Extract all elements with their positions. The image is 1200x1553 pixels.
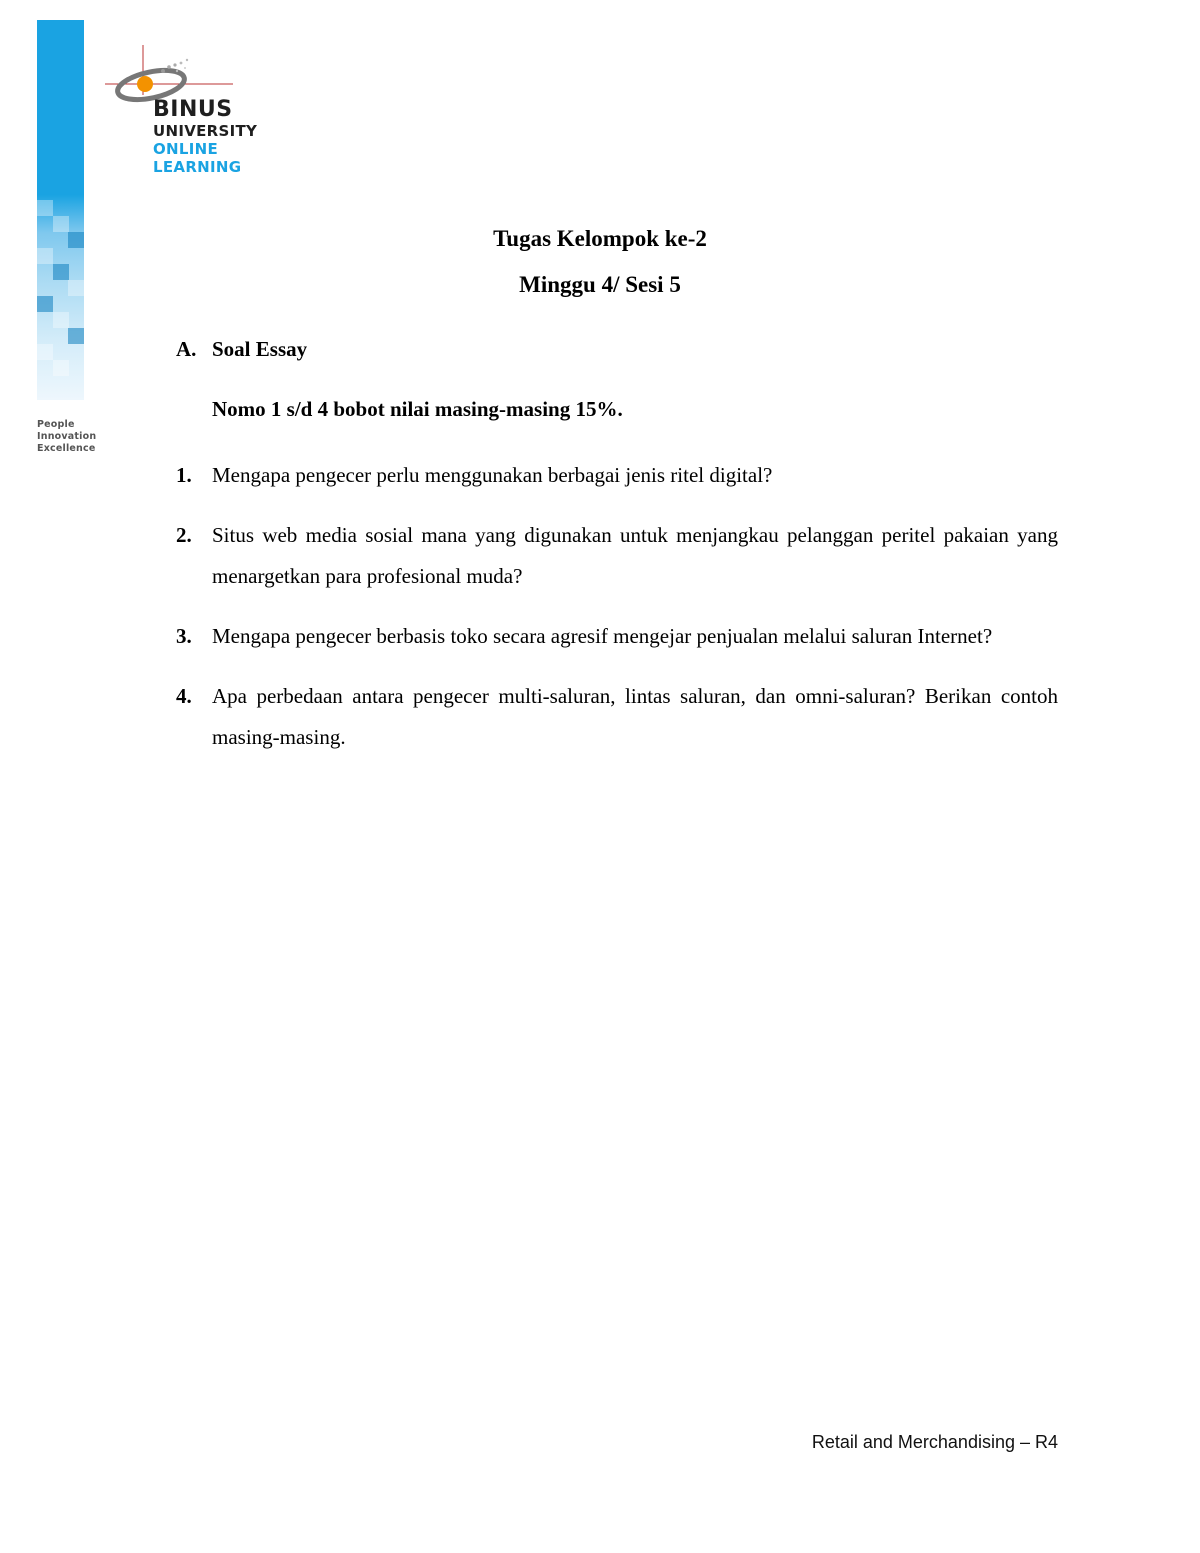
page-title: Tugas Kelompok ke-2 xyxy=(493,226,707,251)
question-text: Mengapa pengecer perlu menggunakan berbagai jenis ritel digital? xyxy=(212,463,773,487)
question-number: 4. xyxy=(176,684,192,708)
question-number: 1. xyxy=(176,463,192,487)
question-text: Apa perbedaan antara pengecer multi-saluran, lintas saluran, dan omni-saluran? Berikan contoh masing-masing. xyxy=(212,684,1058,749)
question-item xyxy=(176,676,1058,758)
logo-university: UNIVERSITY xyxy=(153,122,258,140)
page-footer: Retail and Merchandising – R4 xyxy=(811,1432,1058,1452)
section-heading xyxy=(176,337,307,362)
logo-wordmark xyxy=(153,98,257,176)
logo-online: ONLINE xyxy=(153,140,219,158)
tagline-excellence: Excellence xyxy=(37,443,96,454)
weight-note: Nomo 1 s/d 4 bobot nilai masing-masing 15%. xyxy=(212,397,623,421)
tagline-innovation: Innovation xyxy=(37,431,97,442)
logo-learning: LEARNING xyxy=(153,158,242,176)
logo-binus: BINUS xyxy=(153,97,233,122)
question-item xyxy=(176,455,1058,496)
question-text: Situs web media sosial mana yang digunakan untuk menjangkau pelanggan peritel pakaian yang menargetkan para profesional muda? xyxy=(212,523,1058,588)
brand-tagline xyxy=(37,419,96,455)
question-text: Mengapa pengecer berbasis toko secara agresif mengejar penjualan melalui saluran Internet? xyxy=(212,624,993,648)
section-title: Soal Essay xyxy=(212,337,308,361)
section-letter: A. xyxy=(176,337,197,361)
question-number: 2. xyxy=(176,523,192,547)
question-number: 3. xyxy=(176,624,192,648)
page-subtitle: Minggu 4/ Sesi 5 xyxy=(519,272,681,297)
question-item xyxy=(176,616,1058,657)
tagline-people: People xyxy=(37,419,75,430)
brand-stripe xyxy=(37,20,84,400)
question-list xyxy=(176,455,1058,777)
question-item xyxy=(176,515,1058,597)
